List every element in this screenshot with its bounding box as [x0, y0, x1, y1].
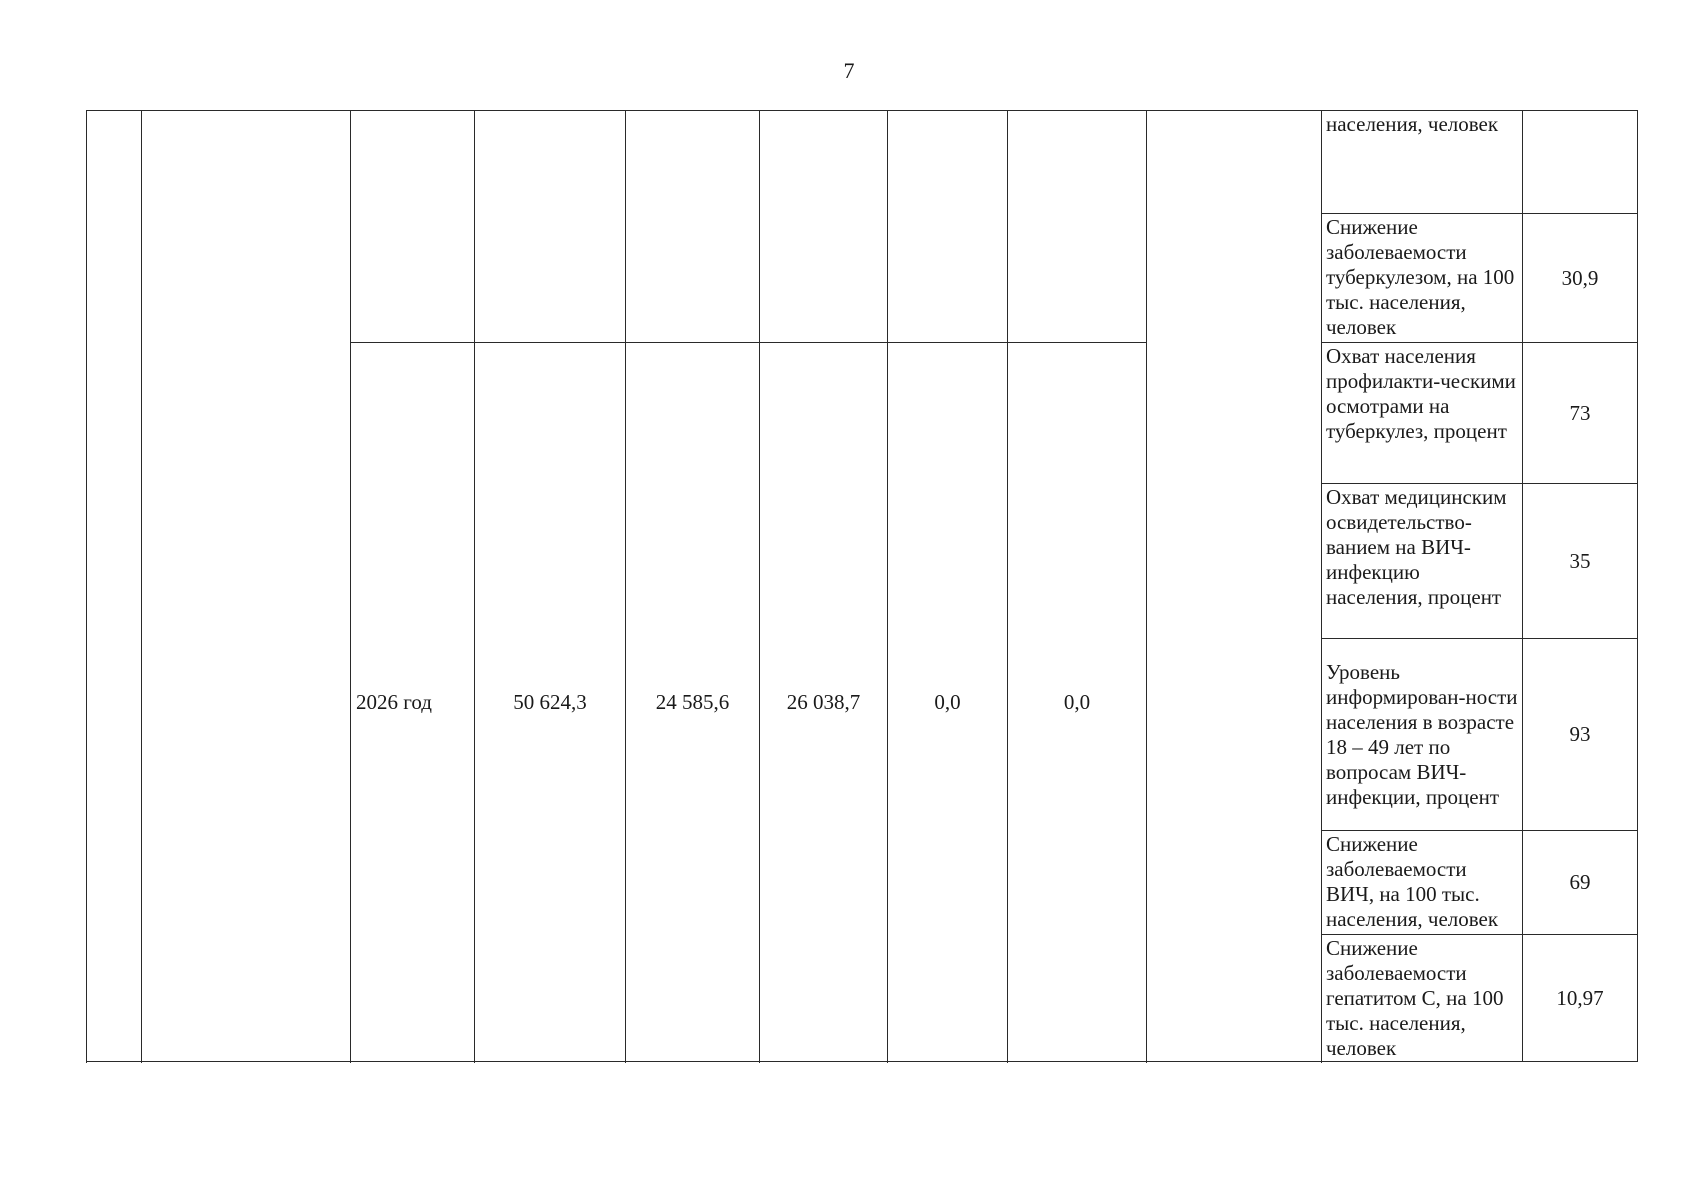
- indicator-value: 69: [1523, 831, 1638, 935]
- year-cell-prev: [351, 111, 475, 343]
- indicator-text: Снижение заболеваемости туберкулезом, на 100 тыс. населения, человек: [1322, 214, 1523, 343]
- local-cell-prev: [888, 111, 1008, 343]
- indicator-value: 30,9: [1523, 214, 1638, 343]
- indicator-value: 73: [1523, 343, 1638, 484]
- indicator-text: Охват населения профилакти-ческими осмотрами на туберкулез, процент: [1322, 343, 1523, 484]
- indicator-value: 93: [1523, 639, 1638, 831]
- other-cell-2026: 0,0: [1008, 343, 1147, 1062]
- total-cell-prev: [475, 111, 626, 343]
- indicator-value: 10,97: [1523, 935, 1638, 1062]
- page-number: 7: [843, 58, 855, 83]
- year-cell-2026: 2026 год: [351, 343, 475, 1062]
- regional-cell-2026: 26 038,7: [760, 343, 888, 1062]
- federal-cell-2026: 24 585,6: [626, 343, 760, 1062]
- indicator-text: населения, человек: [1322, 111, 1523, 214]
- executor-cell: [1147, 111, 1322, 1062]
- program-table: [86, 110, 1638, 1062]
- event-name-cell: [142, 111, 351, 1062]
- regional-cell-prev: [760, 111, 888, 343]
- indicator-text: Снижение заболеваемости ВИЧ, на 100 тыс. населения, человек: [1322, 831, 1523, 935]
- indicator-text: Охват медицинским освидетельство-ванием на ВИЧ-инфекцию населения, процент: [1322, 484, 1523, 639]
- indicator-text: Уровень информирован-ности населения в возрасте 18 – 49 лет по вопросам ВИЧ-инфекции, процент: [1322, 639, 1523, 831]
- total-cell-2026: 50 624,3: [475, 343, 626, 1062]
- indicator-value: [1523, 111, 1638, 214]
- other-cell-prev: [1008, 111, 1147, 343]
- number-cell: [87, 111, 142, 1062]
- federal-cell-prev: [626, 111, 760, 343]
- indicator-text: Снижение заболеваемости гепатитом С, на 100 тыс. населения, человек: [1322, 935, 1523, 1062]
- indicator-value: 35: [1523, 484, 1638, 639]
- local-cell-2026: 0,0: [888, 343, 1008, 1062]
